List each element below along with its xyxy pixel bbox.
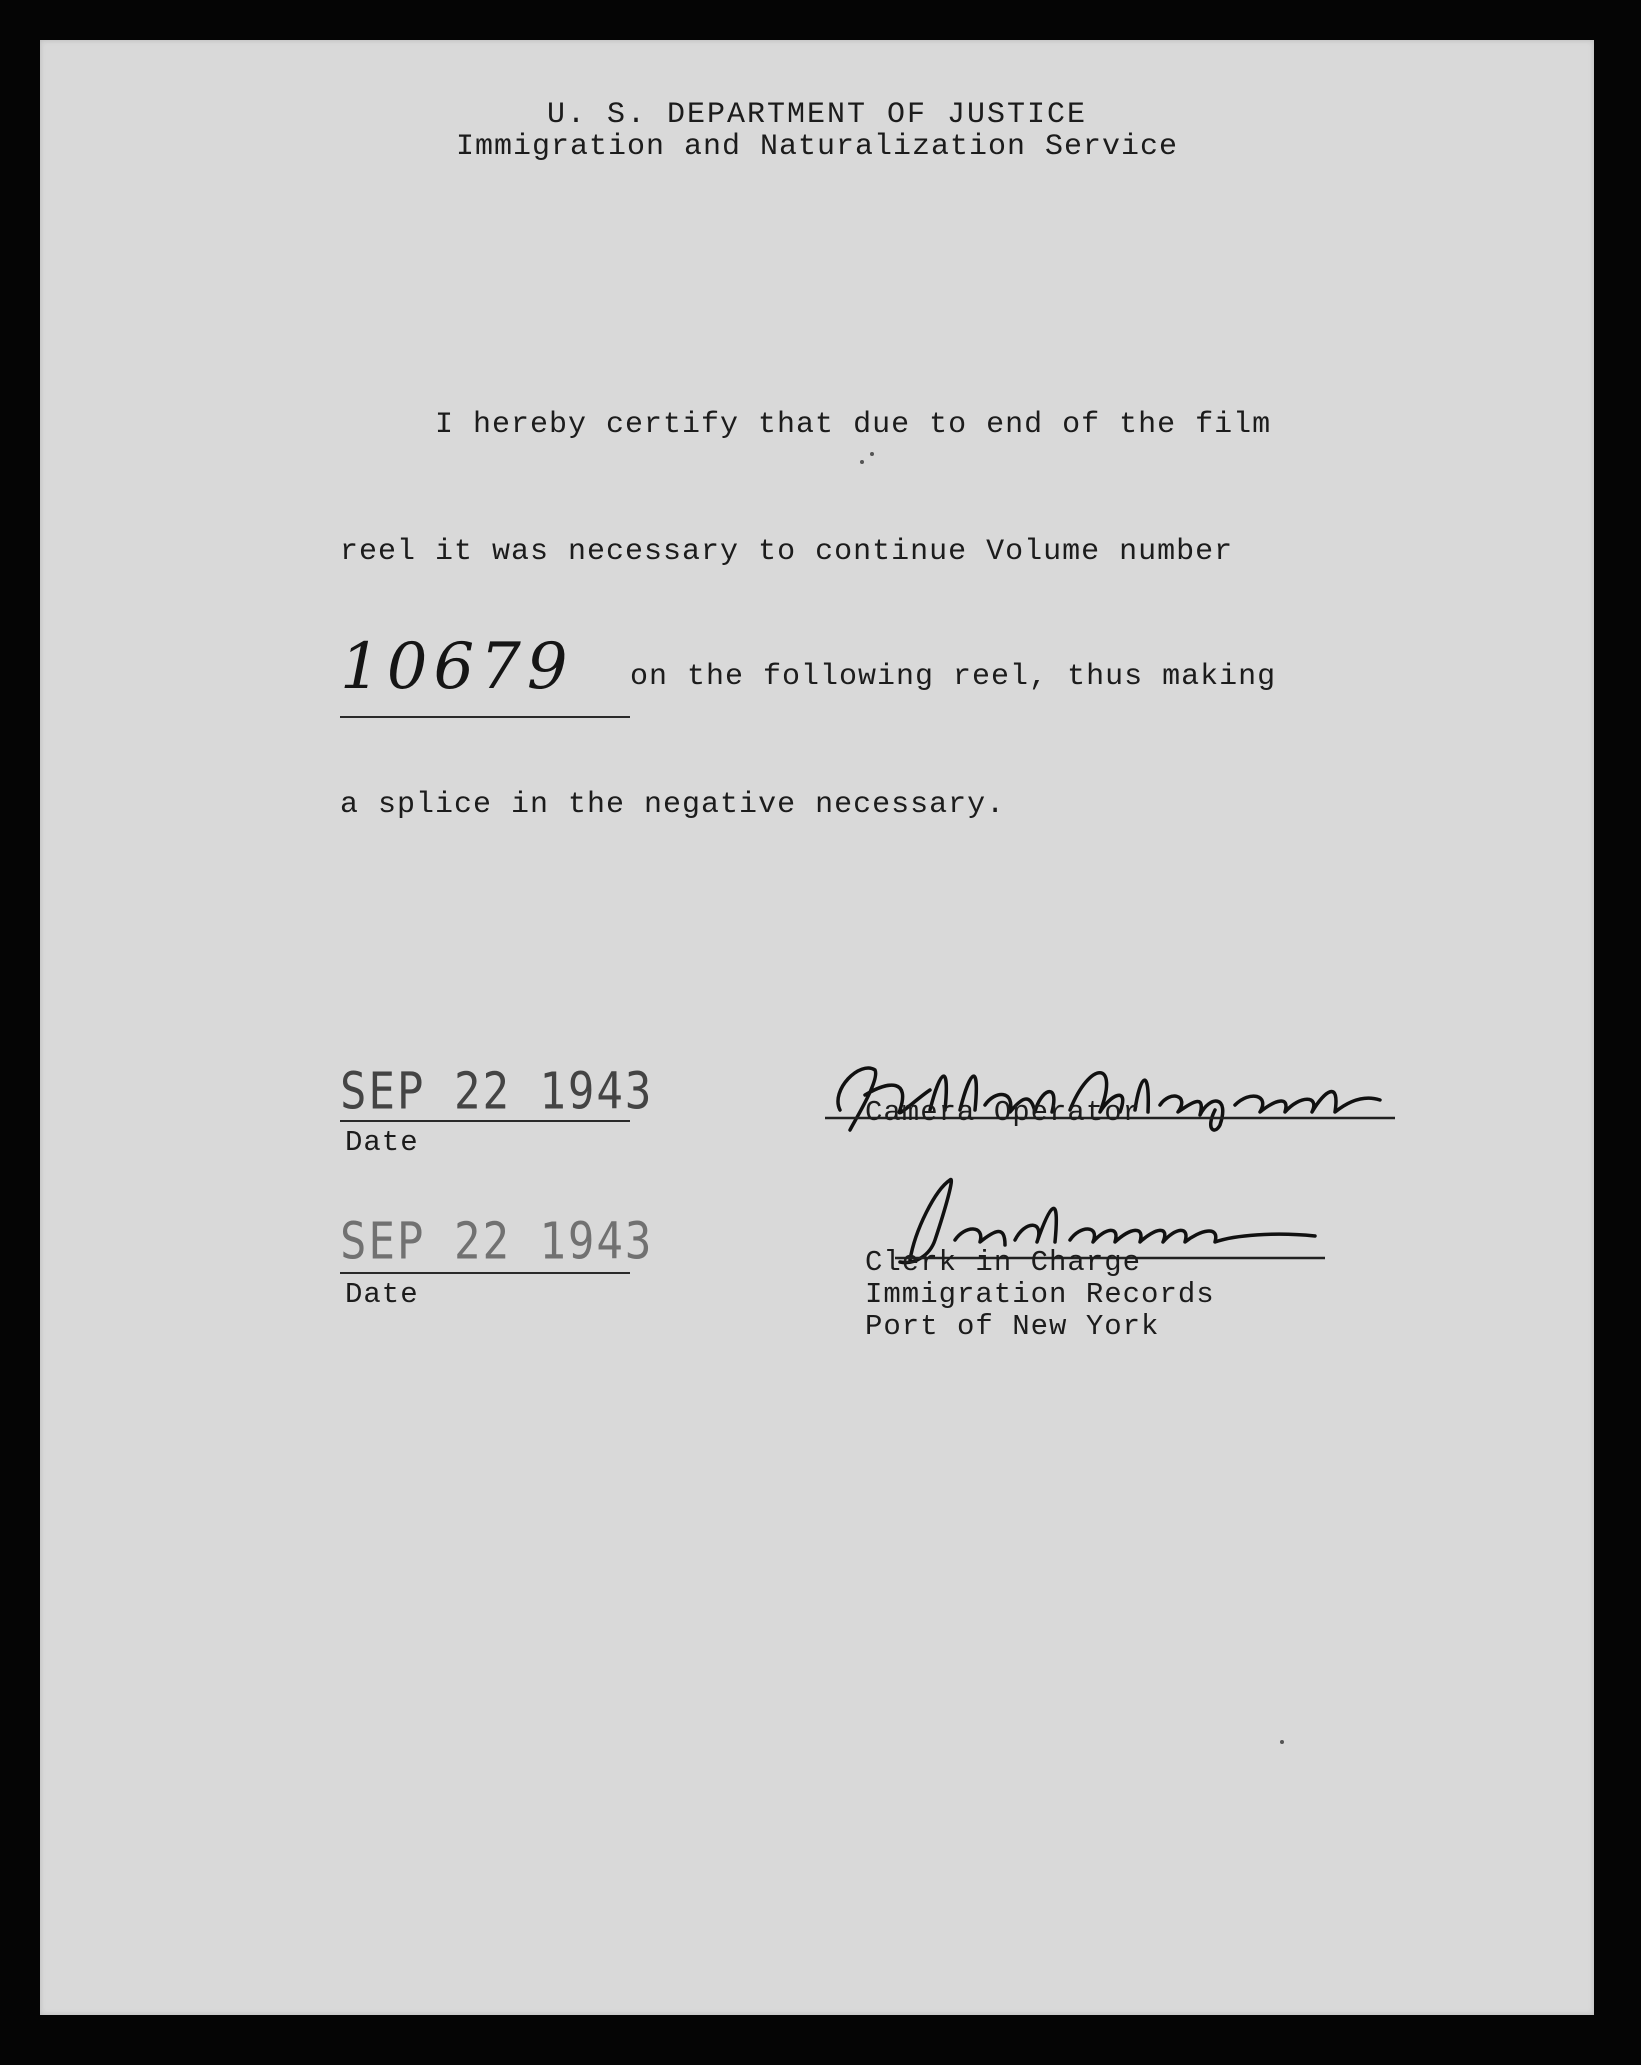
date-stamp-1: SEP 22 1943 [340, 1062, 654, 1121]
certification-line-3: on the following reel, thus making [630, 660, 1277, 694]
volume-number-underline [340, 716, 630, 718]
date-line-1 [340, 1120, 630, 1122]
date-label-2: Date [345, 1278, 419, 1311]
handwritten-volume-number: 10679 [340, 630, 574, 704]
certification-line-4: a splice in the negative necessary. [340, 788, 1006, 822]
date-stamp-2: SEP 22 1943 [340, 1212, 654, 1271]
clerk-title-line-1: Clerk in Charge [865, 1246, 1142, 1279]
certification-line-1: I hereby certify that due to end of the film [435, 408, 1272, 442]
clerk-title-line-3: Port of New York [865, 1310, 1160, 1343]
service-heading: Immigration and Naturalization Service [455, 130, 1179, 164]
date-line-2 [340, 1272, 630, 1274]
certification-line-2: reel it was necessary to continue Volume number [340, 535, 1234, 569]
speck [860, 460, 864, 464]
speck [1280, 1740, 1284, 1744]
clerk-title-line-2: Immigration Records [865, 1278, 1215, 1311]
document-page [40, 40, 1594, 2015]
camera-operator-title: Camera Operator [865, 1096, 1142, 1129]
department-heading: U. S. DEPARTMENT OF JUSTICE [546, 98, 1088, 132]
speck [870, 452, 874, 456]
date-label-1: Date [345, 1126, 419, 1159]
